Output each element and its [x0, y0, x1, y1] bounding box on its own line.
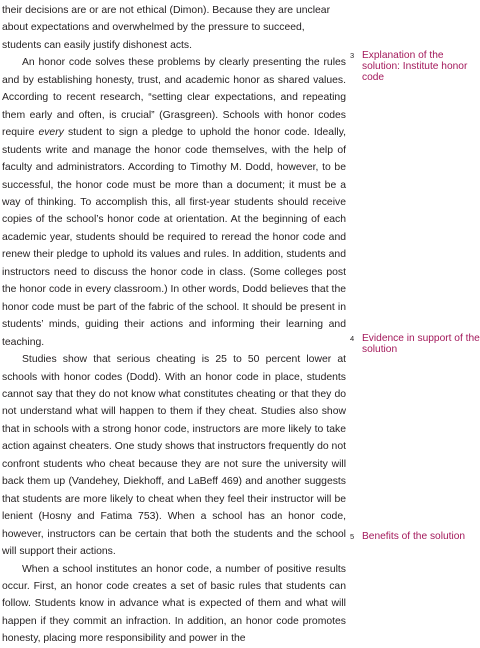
- paragraph-text: An honor code solves these problems by clearly presenting the rules and by establishing honesty, trust, and academic honor as shared values. According to recent research, “setting clear expectations, and repeating them early and often, is crucial” (Grasgreen). Schools with honor codes require: [2, 57, 346, 139]
- margin-note-benefits: [350, 531, 480, 542]
- margin-note-number: 3: [350, 51, 355, 60]
- paragraph-text: When a school institutes an honor code, a number of positive results occur. First, an honor code creates a set of basic rules that students can follow. Students know in advance what is expected of them and what will happen if they commit an infraction. In addition, an honor code promotes honesty, placing more responsibility and power in the: [2, 563, 346, 645]
- margin-note-text: Explanation of the solution: Institute honor code: [362, 50, 468, 84]
- margin-note-evidence: [350, 333, 480, 355]
- paragraph-explanation: [2, 54, 346, 351]
- emphasized-word: every: [38, 127, 64, 139]
- paragraph-evidence: [2, 351, 346, 560]
- margin-note-explanation: [350, 50, 480, 84]
- paragraph-intro-end: [2, 2, 346, 54]
- margin-note-text: Benefits of the solution: [362, 531, 466, 542]
- margin-note-number: 5: [350, 532, 355, 541]
- paragraph-benefits: [2, 561, 346, 648]
- paragraph-text: their decisions are or are not ethical (Dimon). Because they are unclear about expectations and overwhelmed by the pressure to succeed, students can easily justify dishonest acts.: [2, 5, 331, 51]
- margin-note-text: Evidence in support of the solution: [362, 333, 480, 356]
- margin-note-number: 4: [350, 334, 355, 343]
- paragraph-text: Studies show that serious cheating is 25 to 50 percent lower at schools with honor codes (Dodd). With an honor code in place, students cannot say that they do not know what constitutes cheating or that they do not understand what will happen to them if they cheat. Studies also show that in schools with a strong honor code, instructors are more likely to take action against cheaters. One study shows that instructors frequently do not confront students who cheat because they are not sure the university will back them up (Vandehey, Diekhoff, and LaBeff 469) and another suggests that students are more likely to cheat when they feel their instructor will be lenient (Hosny and Fatima 753). When a school has an honor code, however, instructors can be certain that both the students and the school will support their actions.: [2, 354, 346, 558]
- paragraph-text: student to sign a pledge to uphold the honor code. Ideally, students write and manage the honor code themselves, with the help of faculty and administrators. According to Timothy M. Dodd, however, to be successful, the honor code must be more than a document; it must be a way of thinking. To accomplish this, all first-year students should receive copies of the school’s honor code at orientation. At the beginning of each academic year, students should be required to reread the honor code and renew their pledge to uphold its values and rules. In addition, students and instructors need to discuss the honor code in class. (Some colleges post the honor code in every classroom.) In other words, Dodd believes that the honor code must be part of the fabric of the school. It should be present in students’ minds, guiding their actions and informing their learning and teaching.: [2, 127, 346, 348]
- essay-body: [2, 2, 346, 648]
